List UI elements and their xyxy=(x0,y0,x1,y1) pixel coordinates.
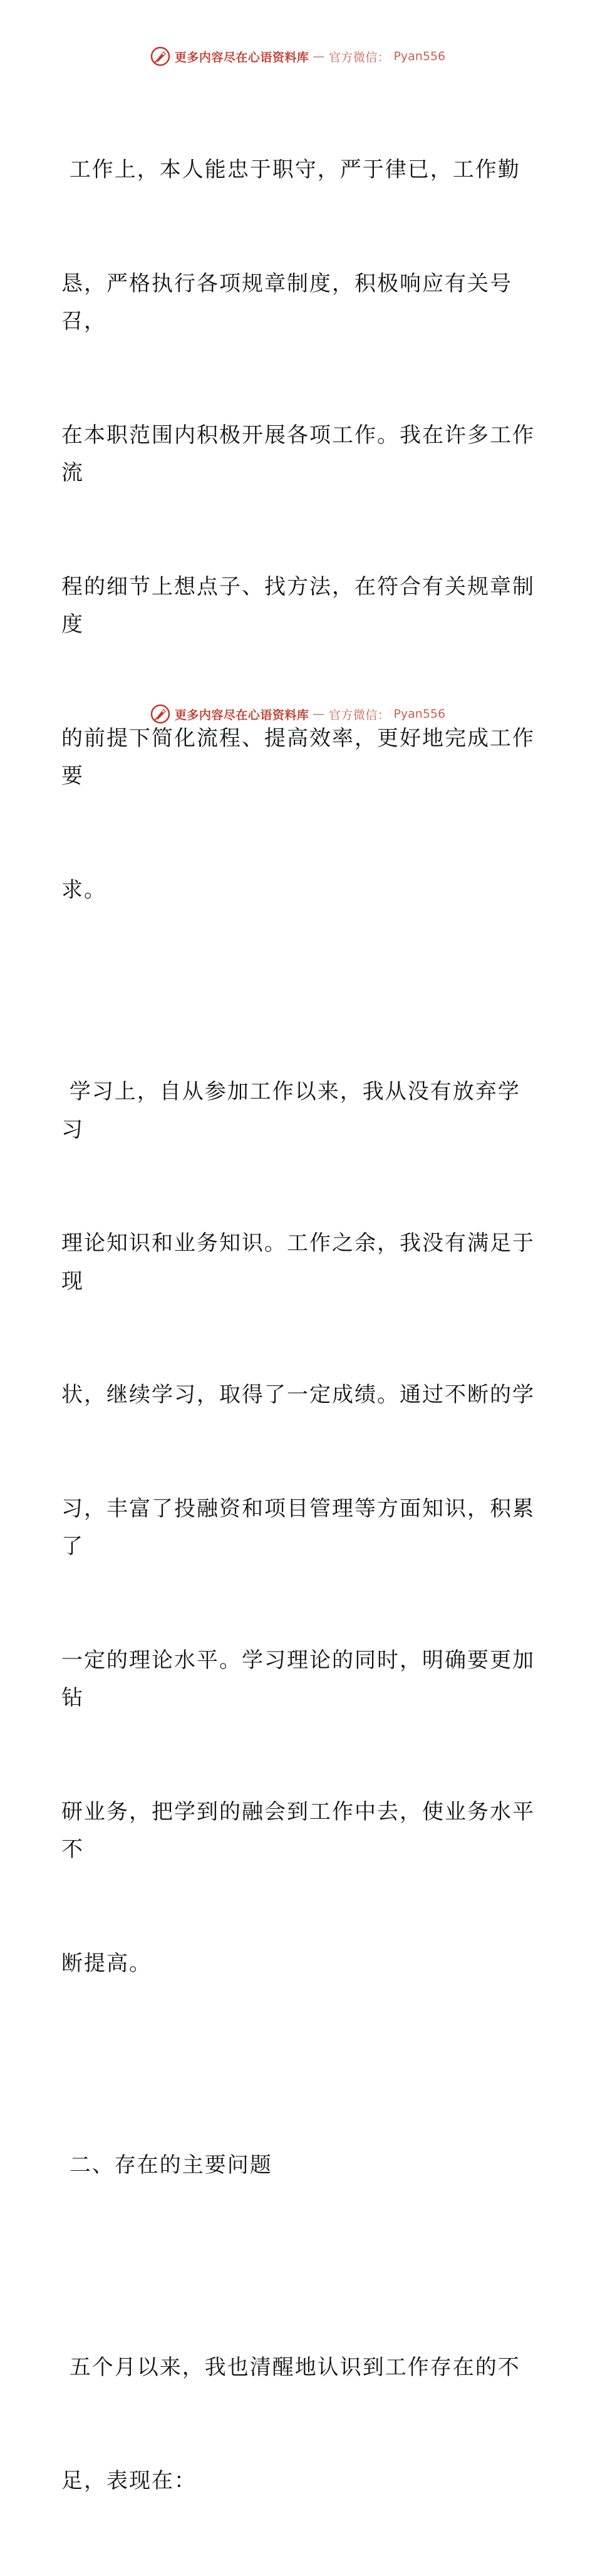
paragraph-study xyxy=(61,997,537,2058)
footer-banner xyxy=(0,701,595,727)
text-line: 程的细节上想点子、找方法，在符合有关规章制度 xyxy=(61,574,535,637)
section-heading xyxy=(61,2071,537,2260)
text-line: 在本职范围内积极开展各项工作。我在许多工作流 xyxy=(61,422,535,485)
text-line: 学习上，自从参加工作以来，我从没有放弃学习 xyxy=(61,1079,520,1142)
banner-wechat-id: Pyan556 xyxy=(393,707,446,721)
heading-line: 二、存在的主要问题 xyxy=(61,2153,272,2178)
banner-wechat-label: 官方微信： xyxy=(328,708,390,722)
text-line: 求。 xyxy=(61,877,106,903)
header-banner xyxy=(0,44,595,69)
text-line: 理论知识和业务知识。工作之余，我没有满足于现 xyxy=(61,1231,535,1294)
document-body xyxy=(61,75,537,2576)
banner-wechat-id: Pyan556 xyxy=(393,49,446,63)
text-line: 足，表现在： xyxy=(61,2468,197,2493)
text-line: 工作上，本人能忠于职守，严于律已，工作勤 xyxy=(61,157,520,182)
paragraph-shortcomings xyxy=(61,2273,537,2576)
banner-dash: — xyxy=(313,707,325,721)
text-line: 研业务，把学到的融会到工作中去，使业务水平不 xyxy=(61,1799,535,1862)
text-line: 恳，严格执行各项规章制度，积极响应有关号召， xyxy=(61,271,512,334)
text-line: 的前提下简化流程、提高效率，更好地完成工作要 xyxy=(61,725,535,789)
banner-title: 更多内容尽在心语资料库 xyxy=(174,708,309,722)
text-line: 状，继续学习，取得了一定成绩。通过不断的学 xyxy=(61,1382,535,1407)
banner-title: 更多内容尽在心语资料库 xyxy=(174,50,309,65)
pen-nib-logo-icon xyxy=(150,46,171,67)
banner-wechat-label: 官方微信： xyxy=(328,50,390,65)
text-line: 断提高。 xyxy=(61,1950,152,1976)
pen-nib-logo-icon xyxy=(150,703,171,725)
text-line: 习，丰富了投融资和项目管理等方面知识，积累了 xyxy=(61,1496,535,1559)
text-line: 五个月以来，我也清醒地认识到工作存在的不 xyxy=(61,2354,520,2380)
banner-dash: — xyxy=(313,49,325,63)
paragraph-work xyxy=(61,75,537,985)
text-line: 一定的理论水平。学习理论的同时，明确要更加钻 xyxy=(61,1647,535,1710)
